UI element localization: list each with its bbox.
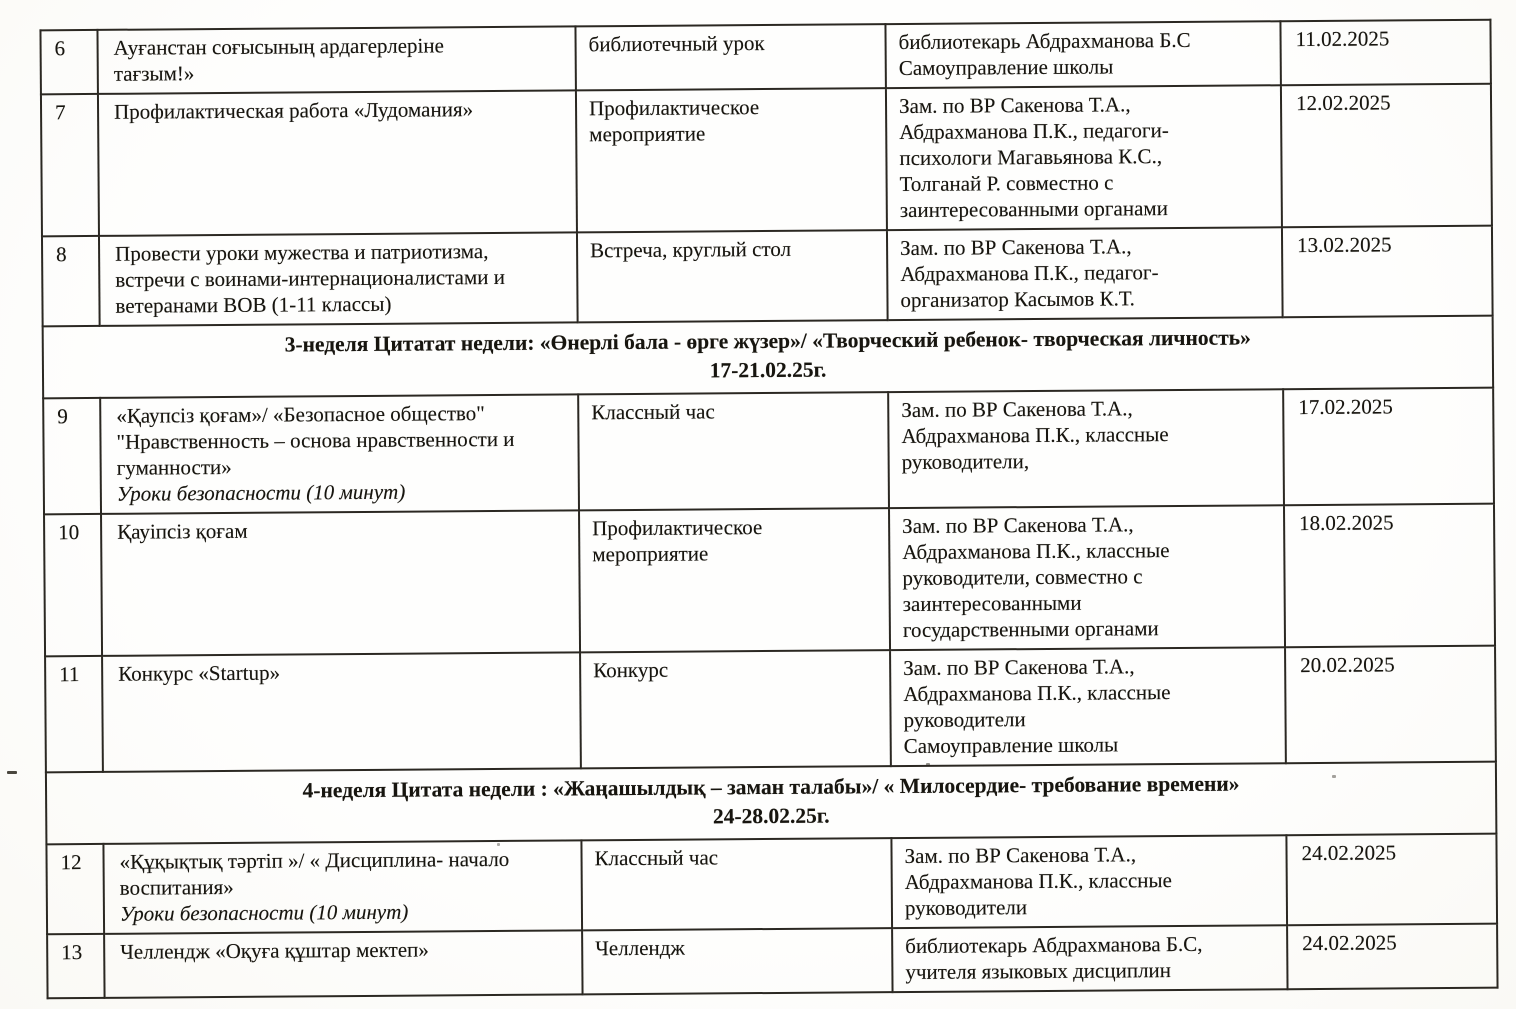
event-name: «Қаупсіз қоғам»/ «Безопасное общество" "Нравственность – основа нравственности и гуманности» [116,401,515,480]
table-row [41,84,1492,237]
section-header-row [43,316,1493,399]
event-name: Челлендж «Оқуға құштар мектеп» [120,937,429,964]
responsible-cell: библиотекарь Абдрахманова Б.С, учителя языковых дисциплин [892,925,1287,992]
row-number-cell: 11 [45,656,103,772]
section-dates: 24-28.02.25г. [712,803,830,829]
row-number-cell: 8 [42,236,100,326]
event-name-cell [99,232,578,326]
event-name-cell [97,26,575,94]
plan-table-body [40,20,1497,999]
row-number-cell: 9 [43,398,101,514]
section-title: 3-неделя Цитатат недели: «Өнерлі бала - өрге жүзер»/ «Творческий ребенок- творческая личность» [284,325,1251,357]
section-dates: 17-21.02.25г. [709,357,827,383]
date-cell: 20.02.2025 [1285,646,1496,764]
event-form-cell: Классный час [581,838,892,930]
table-row [42,226,1493,327]
event-note: Уроки безопасности (10 минут) [116,479,406,506]
event-name-cell [98,90,577,236]
event-form-cell: Классный час [578,392,889,510]
event-form-cell: Встреча, круглый стол [577,230,888,322]
event-name-cell [101,510,580,656]
table-row [46,834,1497,935]
event-name-cell [102,652,581,772]
table-row [43,388,1494,515]
event-name: Профилактическая работа «Лудомания» [113,97,474,124]
date-cell: 11.02.2025 [1280,20,1490,86]
responsible-cell: Зам. по ВР Сакенова Т.А., Абдрахманова П.К., классные руководители Самоуправление школы [890,647,1286,766]
section-header-cell [43,316,1493,399]
school-events-plan-table [39,19,1498,1000]
event-form-cell: Челлендж [582,928,892,994]
row-number-cell: 10 [44,514,102,656]
scan-artifact-dash [7,771,17,774]
event-form-cell: библиотечный урок [575,24,885,90]
date-cell: 13.02.2025 [1282,226,1493,318]
responsible-cell: Зам. по ВР Сакенова Т.А., Абдрахманова П.К., классные руководители, [888,389,1284,508]
table-row [44,504,1495,657]
event-form-cell: Профилактическое мероприятие [576,88,887,232]
event-name-cell [100,394,579,514]
responsible-cell: Зам. по ВР Сакенова Т.А., Абдрахманова П.К., классные руководители [891,835,1287,928]
section-header-cell [46,762,1496,845]
event-name-cell [103,840,582,934]
responsible-cell: Зам. по ВР Сакенова Т.А., Абдрахманова П.К., педагог- организатор Касымов К.Т. [887,227,1283,320]
event-name: «Құқықтық тәртіп »/ « Дисциплина- начало воспитания» [119,846,510,900]
event-note: Уроки безопасности (10 минут) [119,899,409,926]
responsible-cell: библиотекарь Абдрахманова Б.С Самоуправление школы [885,21,1280,88]
section-title: 4-неделя Цитата недели : «Жаңашылдық – заман талабы»/ « Милосердие- требование времени» [302,771,1240,803]
event-name: Ауғанстан соғысының ардагерлеріне тағзым!» [113,33,444,86]
row-number-cell: 12 [46,844,104,934]
responsible-cell: Зам. по ВР Сакенова Т.А., Абдрахманова П.К., педагоги- психологи Магавьянова К.С., Толганай Р. совместно с заинтересованными органами [886,85,1282,230]
event-name: Қауіпсіз қоғам [117,518,248,544]
table-row [47,924,1497,999]
date-cell: 24.02.2025 [1286,834,1497,926]
date-cell: 17.02.2025 [1283,388,1494,506]
event-name: Провести уроки мужества и патриотизма, встречи с воинами-интернационалистами и ветеранами ВОВ (1-11 классы) [115,239,506,318]
table-row [40,20,1490,95]
responsible-cell: Зам. по ВР Сакенова Т.А., Абдрахманова П.К., классные руководители, совместно с заинтересованными государственными органами [889,505,1285,650]
row-number-cell: 7 [41,94,99,236]
date-cell: 18.02.2025 [1284,504,1495,648]
event-name: Конкурс «Startup» [118,660,281,686]
table-row [45,646,1496,773]
date-cell: 12.02.2025 [1281,84,1492,228]
row-number-cell: 6 [40,30,97,94]
section-header-row [46,762,1496,845]
event-form-cell: Конкурс [580,650,891,768]
row-number-cell: 13 [47,934,104,998]
date-cell: 24.02.2025 [1287,924,1497,990]
event-form-cell: Профилактическое мероприятие [579,508,890,652]
scan-tilt-wrapper [39,19,1498,1000]
event-name-cell [104,930,582,998]
